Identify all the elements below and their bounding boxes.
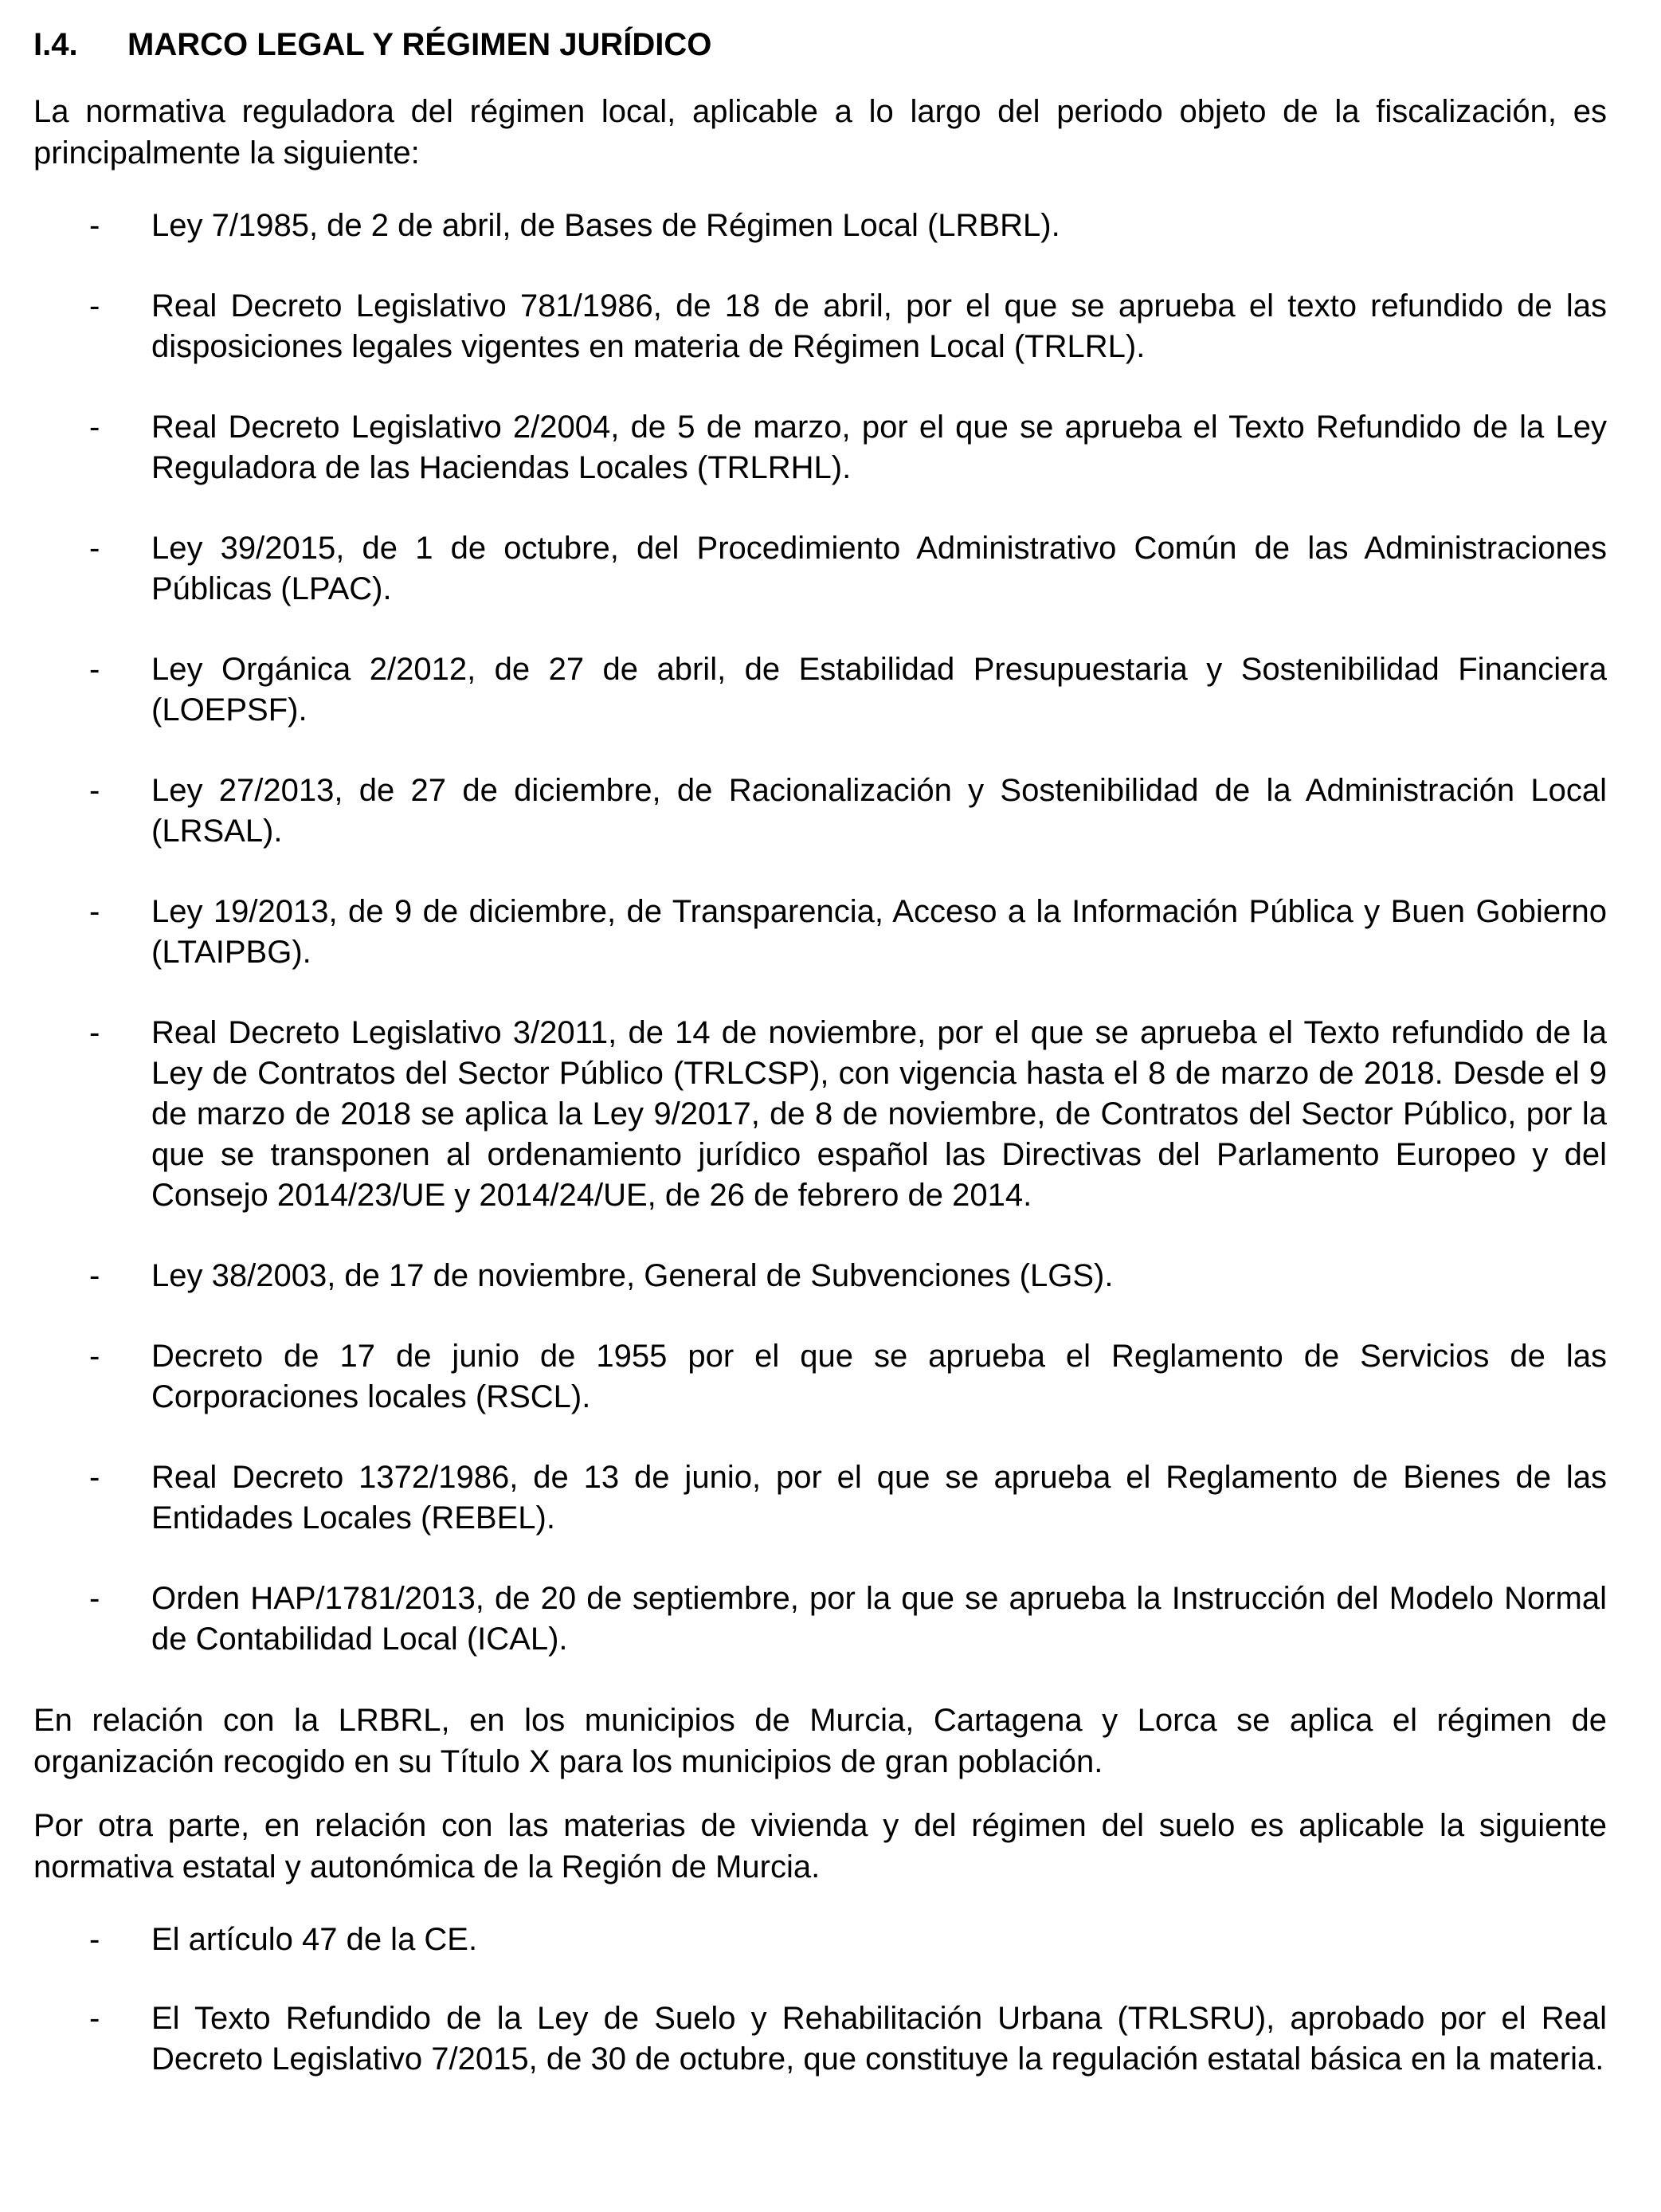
list-item-text: Real Decreto Legislativo 781/1986, de 18 de abril, por el que se aprueba el texto refundido de las disposiciones legales vigentes en materia de Régimen Local (TRLRL). <box>151 288 1607 364</box>
list-item <box>33 649 1607 731</box>
list-item <box>33 1457 1607 1539</box>
section-number: I.4. <box>33 27 78 62</box>
list-dash: - <box>89 894 100 929</box>
list-dash: - <box>89 288 100 324</box>
list-item <box>33 771 1607 852</box>
lrbrl-paragraph: En relación con la LRBRL, en los municipios de Murcia, Cartagena y Lorca se aplica el régimen de organización recogido en su Título X para los municipios de gran población. <box>33 1703 1607 1779</box>
list-item <box>33 286 1607 367</box>
list-item-text: El artículo 47 de la CE. <box>151 1922 478 1957</box>
list-item-text: Ley 38/2003, de 17 de noviembre, General de Subvenciones (LGS). <box>151 1258 1114 1293</box>
list-item-text: Ley 7/1985, de 2 de abril, de Bases de Régimen Local (LRBRL). <box>151 208 1060 243</box>
list-item-text: Orden HAP/1781/2013, de 20 de septiembre, por la que se aprueba la Instrucción del Modelo Normal de Contabilidad Local (ICAL). <box>151 1581 1607 1657</box>
list-item <box>33 1336 1607 1418</box>
list-item-text: El Texto Refundido de la Ley de Suelo y Rehabilitación Urbana (TRLSRU), aprobado por el Real Decreto Legislativo 7/2015, de 30 de octubre, que constituye la regulación estatal básica en la materia. <box>151 2001 1607 2077</box>
list-item-text: Ley Orgánica 2/2012, de 27 de abril, de Estabilidad Presupuestaria y Sostenibilidad Financiera (LOEPSF). <box>151 652 1607 728</box>
document-page <box>33 22 1607 2118</box>
list-item <box>33 892 1607 973</box>
list-item <box>33 1920 1607 1960</box>
list-item-text: Ley 19/2013, de 9 de diciembre, de Transparencia, Acceso a la Información Pública y Buen Gobierno (LTAIPBG). <box>151 894 1607 970</box>
section-heading <box>33 22 1607 67</box>
list-dash: - <box>89 1922 100 1957</box>
list-item-text: Real Decreto Legislativo 2/2004, de 5 de marzo, por el que se aprueba el Texto Refundido de la Ley Reguladora de las Haciendas Locales (TRLRHL). <box>151 410 1607 485</box>
list-item <box>33 1256 1607 1296</box>
list-item <box>33 528 1607 610</box>
list-item-text: Ley 27/2013, de 27 de diciembre, de Racionalización y Sostenibilidad de la Administración Local (LRSAL). <box>151 773 1607 849</box>
vivienda-paragraph: Por otra parte, en relación con las materias de vivienda y del régimen del suelo es aplicable la siguiente normativa estatal y autonómica de la Región de Murcia. <box>33 1808 1607 1885</box>
list-item <box>33 407 1607 488</box>
legal-list-vivienda-suelo <box>33 1920 1607 2080</box>
list-item-text: Real Decreto 1372/1986, de 13 de junio, por el que se aprueba el Reglamento de Bienes de las Entidades Locales (REBEL). <box>151 1460 1607 1535</box>
list-item <box>33 1013 1607 1216</box>
list-dash: - <box>89 208 100 243</box>
list-dash: - <box>89 1015 100 1050</box>
list-dash: - <box>89 1581 100 1616</box>
list-item-text: Decreto de 17 de junio de 1955 por el que se aprueba el Reglamento de Servicios de las Corporaciones locales (RSCL). <box>151 1339 1607 1414</box>
intro-paragraph: La normativa reguladora del régimen local, aplicable a lo largo del periodo objeto de la fiscalización, es principalmente la siguiente: <box>33 94 1607 171</box>
legal-list-regimen-local <box>33 206 1607 1660</box>
list-dash: - <box>89 652 100 687</box>
list-dash: - <box>89 2001 100 2036</box>
list-item-text: Ley 39/2015, de 1 de octubre, del Procedimiento Administrativo Común de las Administraciones Públicas (LPAC). <box>151 531 1607 606</box>
list-dash: - <box>89 1339 100 1374</box>
list-item <box>33 1998 1607 2080</box>
list-item <box>33 206 1607 246</box>
list-item <box>33 1579 1607 1660</box>
list-dash: - <box>89 773 100 808</box>
section-title: MARCO LEGAL Y RÉGIMEN JURÍDICO <box>127 27 712 62</box>
list-dash: - <box>89 1258 100 1293</box>
list-dash: - <box>89 1460 100 1495</box>
list-dash: - <box>89 531 100 566</box>
list-dash: - <box>89 410 100 445</box>
list-item-text: Real Decreto Legislativo 3/2011, de 14 de noviembre, por el que se aprueba el Texto refundido de la Ley de Contratos del Sector Público (TRLCSP), con vigencia hasta el 8 de marzo de 2018. Desde el 9 de marzo de 2018 se aplica la Ley 9/2017, de 8 de noviembre, de Contratos del Sector Público, por la que se transponen al ordenamiento jurídico español las Directivas del Parlamento Europeo y del Consejo 2014/23/UE y 2014/24/UE, de 26 de febrero de 2014. <box>151 1015 1607 1213</box>
